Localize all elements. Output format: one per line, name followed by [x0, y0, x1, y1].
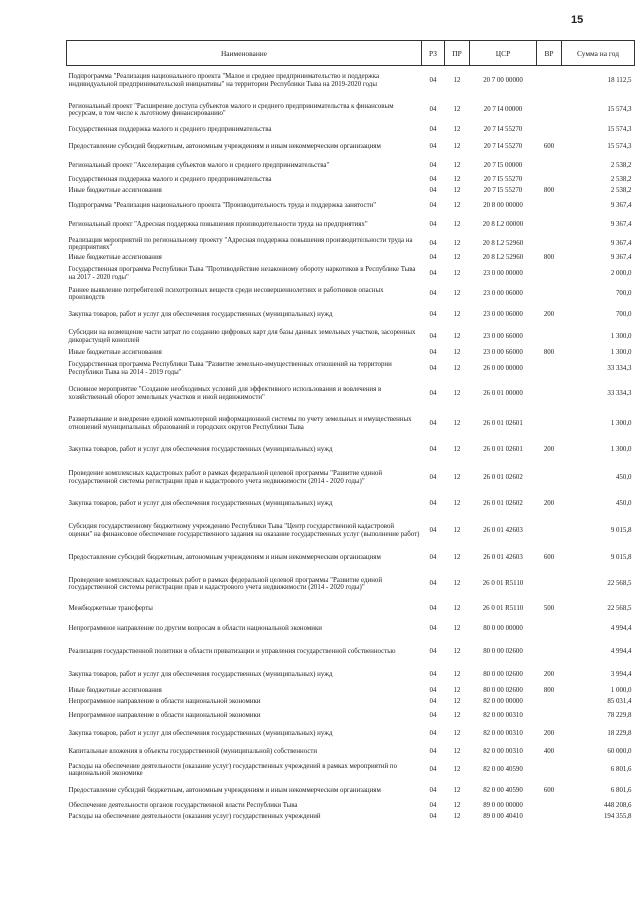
table-header-row [67, 41, 635, 66]
row-vr-cell: 800 [543, 349, 555, 357]
row-csr-cell: 82 0 00 00310 [483, 748, 523, 756]
header-rz: РЗ [422, 41, 445, 66]
row-name-cell: Региональный проект "Расширение доступа субъектов малого и среднего предпринимательства к финансовым ресурсам, в том числе к льготному финансированию" [68, 102, 394, 117]
row-pr-cell: 12 [453, 126, 461, 134]
row-csr-cell: 26 0 01 02602 [483, 500, 523, 508]
row-vr-cell: 800 [543, 187, 555, 195]
row-pr-cell: 12 [453, 332, 461, 340]
table-row [67, 708, 635, 724]
row-csr-cell: 23 0 00 66000 [483, 349, 523, 357]
row-csr-cell: 80 0 00 02600 [483, 687, 523, 695]
row-vr-cell [537, 568, 562, 601]
row-pr-cell: 12 [453, 647, 461, 655]
row-sum-cell: 450,0 [615, 500, 632, 508]
row-sum-cell: 9 015,8 [610, 553, 632, 561]
row-rz-cell: 04 [429, 162, 437, 170]
row-csr-cell: 23 0 00 00000 [483, 269, 523, 277]
table-row [67, 664, 635, 686]
row-csr-cell: 23 0 00 66000 [483, 332, 523, 340]
row-rz-cell: 04 [429, 526, 437, 534]
row-sum-cell: 450,0 [615, 473, 632, 481]
row-rz-cell: 04 [429, 221, 437, 229]
row-rz-cell: 04 [429, 349, 437, 357]
table-row [67, 724, 635, 745]
row-vr-cell: 200 [543, 500, 555, 508]
row-sum-cell: 700,0 [615, 290, 632, 298]
row-sum-cell: 22 568,5 [607, 605, 632, 613]
row-vr-cell [537, 812, 562, 823]
row-rz-cell: 04 [429, 802, 437, 810]
row-csr-cell: 20 7 I5 00000 [483, 162, 523, 170]
row-rz-cell: 04 [429, 553, 437, 561]
row-vr-cell [537, 461, 562, 495]
row-rz-cell: 04 [429, 311, 437, 319]
row-csr-cell: 82 0 00 00310 [483, 711, 523, 719]
row-sum-cell: 15 574,3 [607, 142, 632, 150]
row-rz-cell: 04 [429, 142, 437, 150]
row-sum-cell: 1 300,0 [610, 332, 632, 340]
table-body [67, 66, 635, 823]
row-csr-cell: 26 0 01 00000 [483, 389, 523, 397]
row-sum-cell: 3 994,4 [610, 670, 632, 678]
row-pr-cell: 12 [453, 526, 461, 534]
row-csr-cell: 20 7 I5 55270 [483, 176, 523, 184]
row-csr-cell: 82 0 00 00000 [483, 698, 523, 706]
row-csr-cell: 89 0 00 00000 [483, 802, 523, 810]
row-pr-cell: 12 [453, 240, 461, 248]
row-sum-cell: 15 574,3 [607, 126, 632, 134]
row-pr-cell: 12 [453, 269, 461, 277]
row-vr-cell [537, 66, 562, 96]
row-sum-cell: 700,0 [615, 311, 632, 319]
row-name-cell: Субсидии на возмещение части затрат по созданию цифровых карт для базы данных земельных участков, засоренных дикорастущей коноплей [68, 329, 416, 344]
row-vr-cell [537, 379, 562, 409]
row-sum-cell: 9 367,4 [610, 221, 632, 229]
row-vr-cell: 400 [543, 748, 555, 756]
row-vr-cell: 600 [543, 553, 555, 561]
row-name-cell: Предоставление субсидий бюджетным, автономным учреждениям и иным некоммерческим организациям [68, 786, 381, 794]
row-pr-cell: 12 [453, 201, 461, 209]
row-name-cell: Государственная программа Республики Тыва "Развитие земельно-имущественных отношений на территории Республики Тыва на 2014 - 2019 годы" [68, 361, 392, 376]
row-sum-cell: 78 229,8 [607, 711, 632, 719]
row-name-cell: Предоставление субсидий бюджетным, автономным учреждениям и иным некоммерческим организациям [68, 553, 381, 561]
row-vr-cell [537, 697, 562, 708]
row-vr-cell [537, 125, 562, 136]
row-vr-cell [537, 96, 562, 125]
budget-table [66, 40, 635, 823]
table-row [67, 66, 635, 96]
row-rz-cell: 04 [429, 187, 437, 195]
row-rz-cell: 04 [429, 624, 437, 632]
row-rz-cell: 04 [429, 580, 437, 588]
row-rz-cell: 04 [429, 445, 437, 453]
row-pr-cell: 12 [453, 813, 461, 821]
table-row [67, 812, 635, 823]
row-vr-cell [537, 158, 562, 175]
row-name-cell: Иные бюджетные ассигнования [68, 349, 162, 357]
row-vr-cell: 600 [543, 142, 555, 150]
row-csr-cell: 20 7 I4 55270 [483, 126, 523, 134]
row-pr-cell: 12 [453, 221, 461, 229]
row-vr-cell: 500 [543, 605, 555, 613]
row-pr-cell: 12 [453, 687, 461, 695]
row-vr-cell [537, 215, 562, 236]
row-vr-cell [537, 284, 562, 305]
table-row [67, 136, 635, 158]
row-sum-cell: 33 334,3 [607, 389, 632, 397]
row-rz-cell: 04 [429, 473, 437, 481]
row-csr-cell: 20 8 00 00000 [483, 201, 523, 209]
row-rz-cell: 04 [429, 240, 437, 248]
row-pr-cell: 12 [453, 473, 461, 481]
row-csr-cell: 82 0 00 40590 [483, 786, 523, 794]
row-name-cell: Реализация государственной политики в области приватизации и управления государственной собственностью [68, 647, 396, 655]
row-vr-cell [537, 409, 562, 439]
row-vr-cell [537, 236, 562, 253]
row-pr-cell: 12 [453, 311, 461, 319]
table-row [67, 125, 635, 136]
row-csr-cell: 23 0 00 06000 [483, 311, 523, 319]
row-pr-cell: 12 [453, 730, 461, 738]
row-sum-cell: 1 300,0 [610, 419, 632, 427]
row-rz-cell: 04 [429, 201, 437, 209]
row-sum-cell: 1 300,0 [610, 349, 632, 357]
header-pr: ПР [445, 41, 470, 66]
row-sum-cell: 194 355,8 [603, 813, 632, 821]
row-name-cell: Капитальные вложения в объекты государственной (муниципальной) собственности [68, 748, 318, 756]
row-pr-cell: 12 [453, 786, 461, 794]
row-rz-cell: 04 [429, 176, 437, 184]
row-vr-cell [537, 640, 562, 664]
row-sum-cell: 2 538,2 [610, 187, 632, 195]
table-row [67, 379, 635, 409]
row-csr-cell: 80 0 00 00000 [483, 624, 523, 632]
row-sum-cell: 4 994,4 [610, 647, 632, 655]
row-rz-cell: 04 [429, 332, 437, 340]
row-name-cell: Закупка товаров, работ и услуг для обеспечения государственных (муниципальных) нужд [68, 500, 333, 508]
row-rz-cell: 04 [429, 500, 437, 508]
row-vr-cell: 800 [543, 254, 555, 262]
row-rz-cell: 04 [429, 77, 437, 85]
row-csr-cell: 26 0 01 02602 [483, 473, 523, 481]
row-name-cell: Подпрограмма "Реализация национального проекта "Производительность труда и поддержка занятости" [68, 201, 377, 209]
row-csr-cell: 26 0 00 00000 [483, 364, 523, 372]
row-vr-cell [537, 708, 562, 724]
table-row [67, 514, 635, 548]
row-name-cell: Проведение комплексных кадастровых работ в рамках федеральной целевой программы "Развитие единой государственной системы регистрации прав и кадастрового учета недвижимости (2014 - 2020 годы)" [68, 470, 383, 485]
table-row [67, 439, 635, 461]
row-csr-cell: 89 0 00 40410 [483, 813, 523, 821]
row-rz-cell: 04 [429, 269, 437, 277]
table-row [67, 495, 635, 514]
table-row [67, 175, 635, 186]
row-name-cell: Подпрограмма "Реализация национального проекта "Малое и среднее предпринимательство и поддержка индивидуальной предпринимательской инициативы" на территории Республики Тыва на 2019-2020 годы [68, 73, 380, 88]
row-csr-cell: 80 0 00 02600 [483, 670, 523, 678]
row-name-cell: Реализация мероприятий по региональному проекту "Адресная поддержка повышения производительности труда на предприятиях" [68, 236, 413, 251]
table-row [67, 686, 635, 697]
row-csr-cell: 82 0 00 00310 [483, 730, 523, 738]
row-pr-cell: 12 [453, 349, 461, 357]
row-name-cell: Закупка товаров, работ и услуг для обеспечения государственных (муниципальных) нужд [68, 445, 333, 453]
row-pr-cell: 12 [453, 187, 461, 195]
row-pr-cell: 12 [453, 748, 461, 756]
row-name-cell: Иные бюджетные ассигнования [68, 687, 162, 695]
table-row [67, 461, 635, 495]
row-name-cell: Региональный проект "Адресная поддержка повышения производительности труда на предприятиях" [68, 221, 368, 229]
header-csr: ЦСР [470, 41, 537, 66]
row-sum-cell: 6 801,6 [610, 786, 632, 794]
table-row [67, 326, 635, 348]
table-row [67, 186, 635, 197]
row-sum-cell: 4 994,4 [610, 624, 632, 632]
row-sum-cell: 15 574,3 [607, 106, 632, 114]
row-sum-cell: 448 208,6 [603, 802, 632, 810]
row-csr-cell: 20 7 00 00000 [483, 77, 523, 85]
table-row [67, 284, 635, 305]
row-vr-cell: 200 [543, 445, 555, 453]
row-vr-cell [537, 175, 562, 186]
row-rz-cell: 04 [429, 290, 437, 298]
row-pr-cell: 12 [453, 711, 461, 719]
row-pr-cell: 12 [453, 445, 461, 453]
row-rz-cell: 04 [429, 698, 437, 706]
row-name-cell: Расходы на обеспечение деятельности (оказание услуг) государственных учреждений в рамках мероприятий по национальной экономике [68, 762, 398, 777]
row-name-cell: Непрограммное направление в области национальной экономики [68, 698, 261, 706]
table-row [67, 158, 635, 175]
table-row [67, 96, 635, 125]
row-name-cell: Государственная поддержка малого и среднего предпринимательства [68, 176, 272, 184]
row-name-cell: Закупка товаров, работ и услуг для обеспечения государственных (муниципальных) нужд [68, 730, 333, 738]
table-row [67, 640, 635, 664]
row-pr-cell: 12 [453, 802, 461, 810]
row-rz-cell: 04 [429, 730, 437, 738]
row-vr-cell [537, 618, 562, 640]
table-row [67, 548, 635, 568]
row-pr-cell: 12 [453, 176, 461, 184]
row-csr-cell: 26 0 01 42603 [483, 526, 523, 534]
row-vr-cell [537, 359, 562, 379]
row-csr-cell: 82 0 00 40590 [483, 766, 523, 774]
table-row [67, 409, 635, 439]
row-name-cell: Межбюджетные трансферты [68, 605, 153, 613]
table-row [67, 618, 635, 640]
row-csr-cell: 26 0 01 42603 [483, 553, 523, 561]
table-row [67, 197, 635, 215]
row-name-cell: Региональный проект "Акселерация субъектов малого и среднего предпринимательства" [68, 162, 330, 170]
row-pr-cell: 12 [453, 389, 461, 397]
row-csr-cell: 26 0 01 02601 [483, 445, 523, 453]
row-pr-cell: 12 [453, 142, 461, 150]
row-rz-cell: 04 [429, 670, 437, 678]
row-vr-cell [537, 197, 562, 215]
row-sum-cell: 85 031,4 [607, 698, 632, 706]
header-vr: ВР [537, 41, 562, 66]
row-name-cell: Иные бюджетные ассигнования [68, 187, 162, 195]
row-vr-cell [537, 760, 562, 781]
row-rz-cell: 04 [429, 605, 437, 613]
row-pr-cell: 12 [453, 553, 461, 561]
row-csr-cell: 20 8 L2 00000 [482, 221, 524, 229]
row-rz-cell: 04 [429, 813, 437, 821]
row-pr-cell: 12 [453, 766, 461, 774]
table-row [67, 215, 635, 236]
row-vr-cell: 600 [543, 786, 555, 794]
row-sum-cell: 9 015,8 [610, 526, 632, 534]
row-rz-cell: 04 [429, 106, 437, 114]
row-sum-cell: 9 367,4 [610, 254, 632, 262]
table-row [67, 253, 635, 264]
row-name-cell: Раннее выявление потребителей психотропных веществ среди несовершеннолетних и работников опасных производств [68, 286, 384, 301]
row-vr-cell: 800 [543, 687, 555, 695]
row-pr-cell: 12 [453, 419, 461, 427]
row-pr-cell: 12 [453, 605, 461, 613]
row-sum-cell: 2 538,2 [610, 162, 632, 170]
row-name-cell: Расходы на обеспечение деятельности (оказания услуг) государственных учреждений [68, 813, 321, 821]
row-sum-cell: 2 000,0 [610, 269, 632, 277]
row-name-cell: Обеспечение деятельности органов государственной власти Республики Тыва [68, 802, 298, 810]
row-name-cell: Проведение комплексных кадастровых работ в рамках федеральной целевой программы "Развитие единой государственной системы регистрации прав и кадастрового учета недвижимости (2014 - 2020 годы)" [68, 576, 383, 591]
row-name-cell: Развертывание и внедрение единой компьютерной информационной системы по учету земельных и имущественных отношений муниципальных образований и городских округов Республики Тыва [68, 416, 412, 431]
row-sum-cell: 18 229,8 [607, 730, 632, 738]
row-pr-cell: 12 [453, 624, 461, 632]
row-name-cell: Государственная поддержка малого и среднего предпринимательства [68, 126, 272, 134]
row-pr-cell: 12 [453, 698, 461, 706]
row-sum-cell: 2 538,2 [610, 176, 632, 184]
table-row [67, 781, 635, 801]
row-pr-cell: 12 [453, 670, 461, 678]
row-csr-cell: 26 0 01 R5110 [482, 605, 524, 613]
row-sum-cell: 9 367,4 [610, 201, 632, 209]
row-rz-cell: 04 [429, 711, 437, 719]
row-sum-cell: 9 367,4 [610, 240, 632, 248]
row-pr-cell: 12 [453, 364, 461, 372]
table-row [67, 697, 635, 708]
row-rz-cell: 04 [429, 389, 437, 397]
table-row [67, 236, 635, 253]
row-name-cell: Иные бюджетные ассигнования [68, 254, 162, 262]
page-number: 15 [571, 14, 584, 26]
row-rz-cell: 04 [429, 766, 437, 774]
row-pr-cell: 12 [453, 500, 461, 508]
row-csr-cell: 26 0 01 R5110 [482, 580, 524, 588]
row-name-cell: Основное мероприятие "Создание необходимых условий для эффективного использования и вовлечения в хозяйственный оборот земельных участков и иной недвижимости" [68, 386, 382, 401]
row-pr-cell: 12 [453, 162, 461, 170]
row-rz-cell: 04 [429, 419, 437, 427]
row-name-cell: Предоставление субсидий бюджетным, автономным учреждениям и иным некоммерческим организациям [68, 142, 381, 150]
row-rz-cell: 04 [429, 126, 437, 134]
row-csr-cell: 23 0 00 06000 [483, 290, 523, 298]
row-csr-cell: 20 8 L2 52960 [482, 240, 524, 248]
row-csr-cell: 20 7 I5 55270 [483, 187, 523, 195]
table-row [67, 264, 635, 284]
row-pr-cell: 12 [453, 106, 461, 114]
table-row [67, 745, 635, 760]
row-name-cell: Непрограммное направление в области национальной экономики [68, 711, 261, 719]
header-sum: Сумма на год [562, 41, 635, 66]
row-name-cell: Закупка товаров, работ и услуг для обеспечения государственных (муниципальных) нужд [68, 311, 333, 319]
table-row [67, 760, 635, 781]
row-csr-cell: 20 7 I4 55270 [483, 142, 523, 150]
row-vr-cell: 200 [543, 670, 555, 678]
table-row [67, 801, 635, 812]
row-sum-cell: 1 300,0 [610, 445, 632, 453]
row-rz-cell: 04 [429, 786, 437, 794]
row-name-cell: Закупка товаров, работ и услуг для обеспечения государственных (муниципальных) нужд [68, 670, 333, 678]
table-row [67, 305, 635, 326]
row-sum-cell: 18 112,5 [607, 77, 632, 85]
table-row [67, 359, 635, 379]
table-row [67, 348, 635, 359]
row-vr-cell [537, 264, 562, 284]
row-pr-cell: 12 [453, 580, 461, 588]
row-vr-cell [537, 326, 562, 348]
row-name-cell: Государственная программа Республики Тыва "Противодействие незаконному обороту наркотиков в Республике Тыва на 2017 - 2020 годы" [68, 266, 416, 281]
header-name: Наименование [67, 41, 422, 66]
row-sum-cell: 33 334,3 [607, 364, 632, 372]
row-sum-cell: 6 801,6 [610, 766, 632, 774]
row-csr-cell: 26 0 01 02601 [483, 419, 523, 427]
row-rz-cell: 04 [429, 687, 437, 695]
row-rz-cell: 04 [429, 254, 437, 262]
row-name-cell: Субсидия государственному бюджетному учреждению Республики Тыва "Центр государственной кадастровой оценки" на финансовое обеспечение государственного задания на оказание государственных услуг (выполнение работ) [68, 523, 420, 538]
table-row [67, 568, 635, 601]
row-vr-cell: 200 [543, 730, 555, 738]
row-csr-cell: 80 0 00 02600 [483, 647, 523, 655]
row-name-cell: Непрограммное направление по другим вопросам в области национальной экономики [68, 624, 322, 632]
row-rz-cell: 04 [429, 748, 437, 756]
row-vr-cell: 200 [543, 311, 555, 319]
row-rz-cell: 04 [429, 364, 437, 372]
row-rz-cell: 04 [429, 647, 437, 655]
row-csr-cell: 20 8 L2 52960 [482, 254, 524, 262]
table-row [67, 601, 635, 618]
row-sum-cell: 22 568,5 [607, 580, 632, 588]
row-pr-cell: 12 [453, 290, 461, 298]
row-vr-cell [537, 801, 562, 812]
row-pr-cell: 12 [453, 77, 461, 85]
row-pr-cell: 12 [453, 254, 461, 262]
row-sum-cell: 60 000,0 [607, 748, 632, 756]
row-vr-cell [537, 514, 562, 548]
row-sum-cell: 1 000,0 [610, 687, 632, 695]
row-csr-cell: 20 7 I4 00000 [483, 106, 523, 114]
